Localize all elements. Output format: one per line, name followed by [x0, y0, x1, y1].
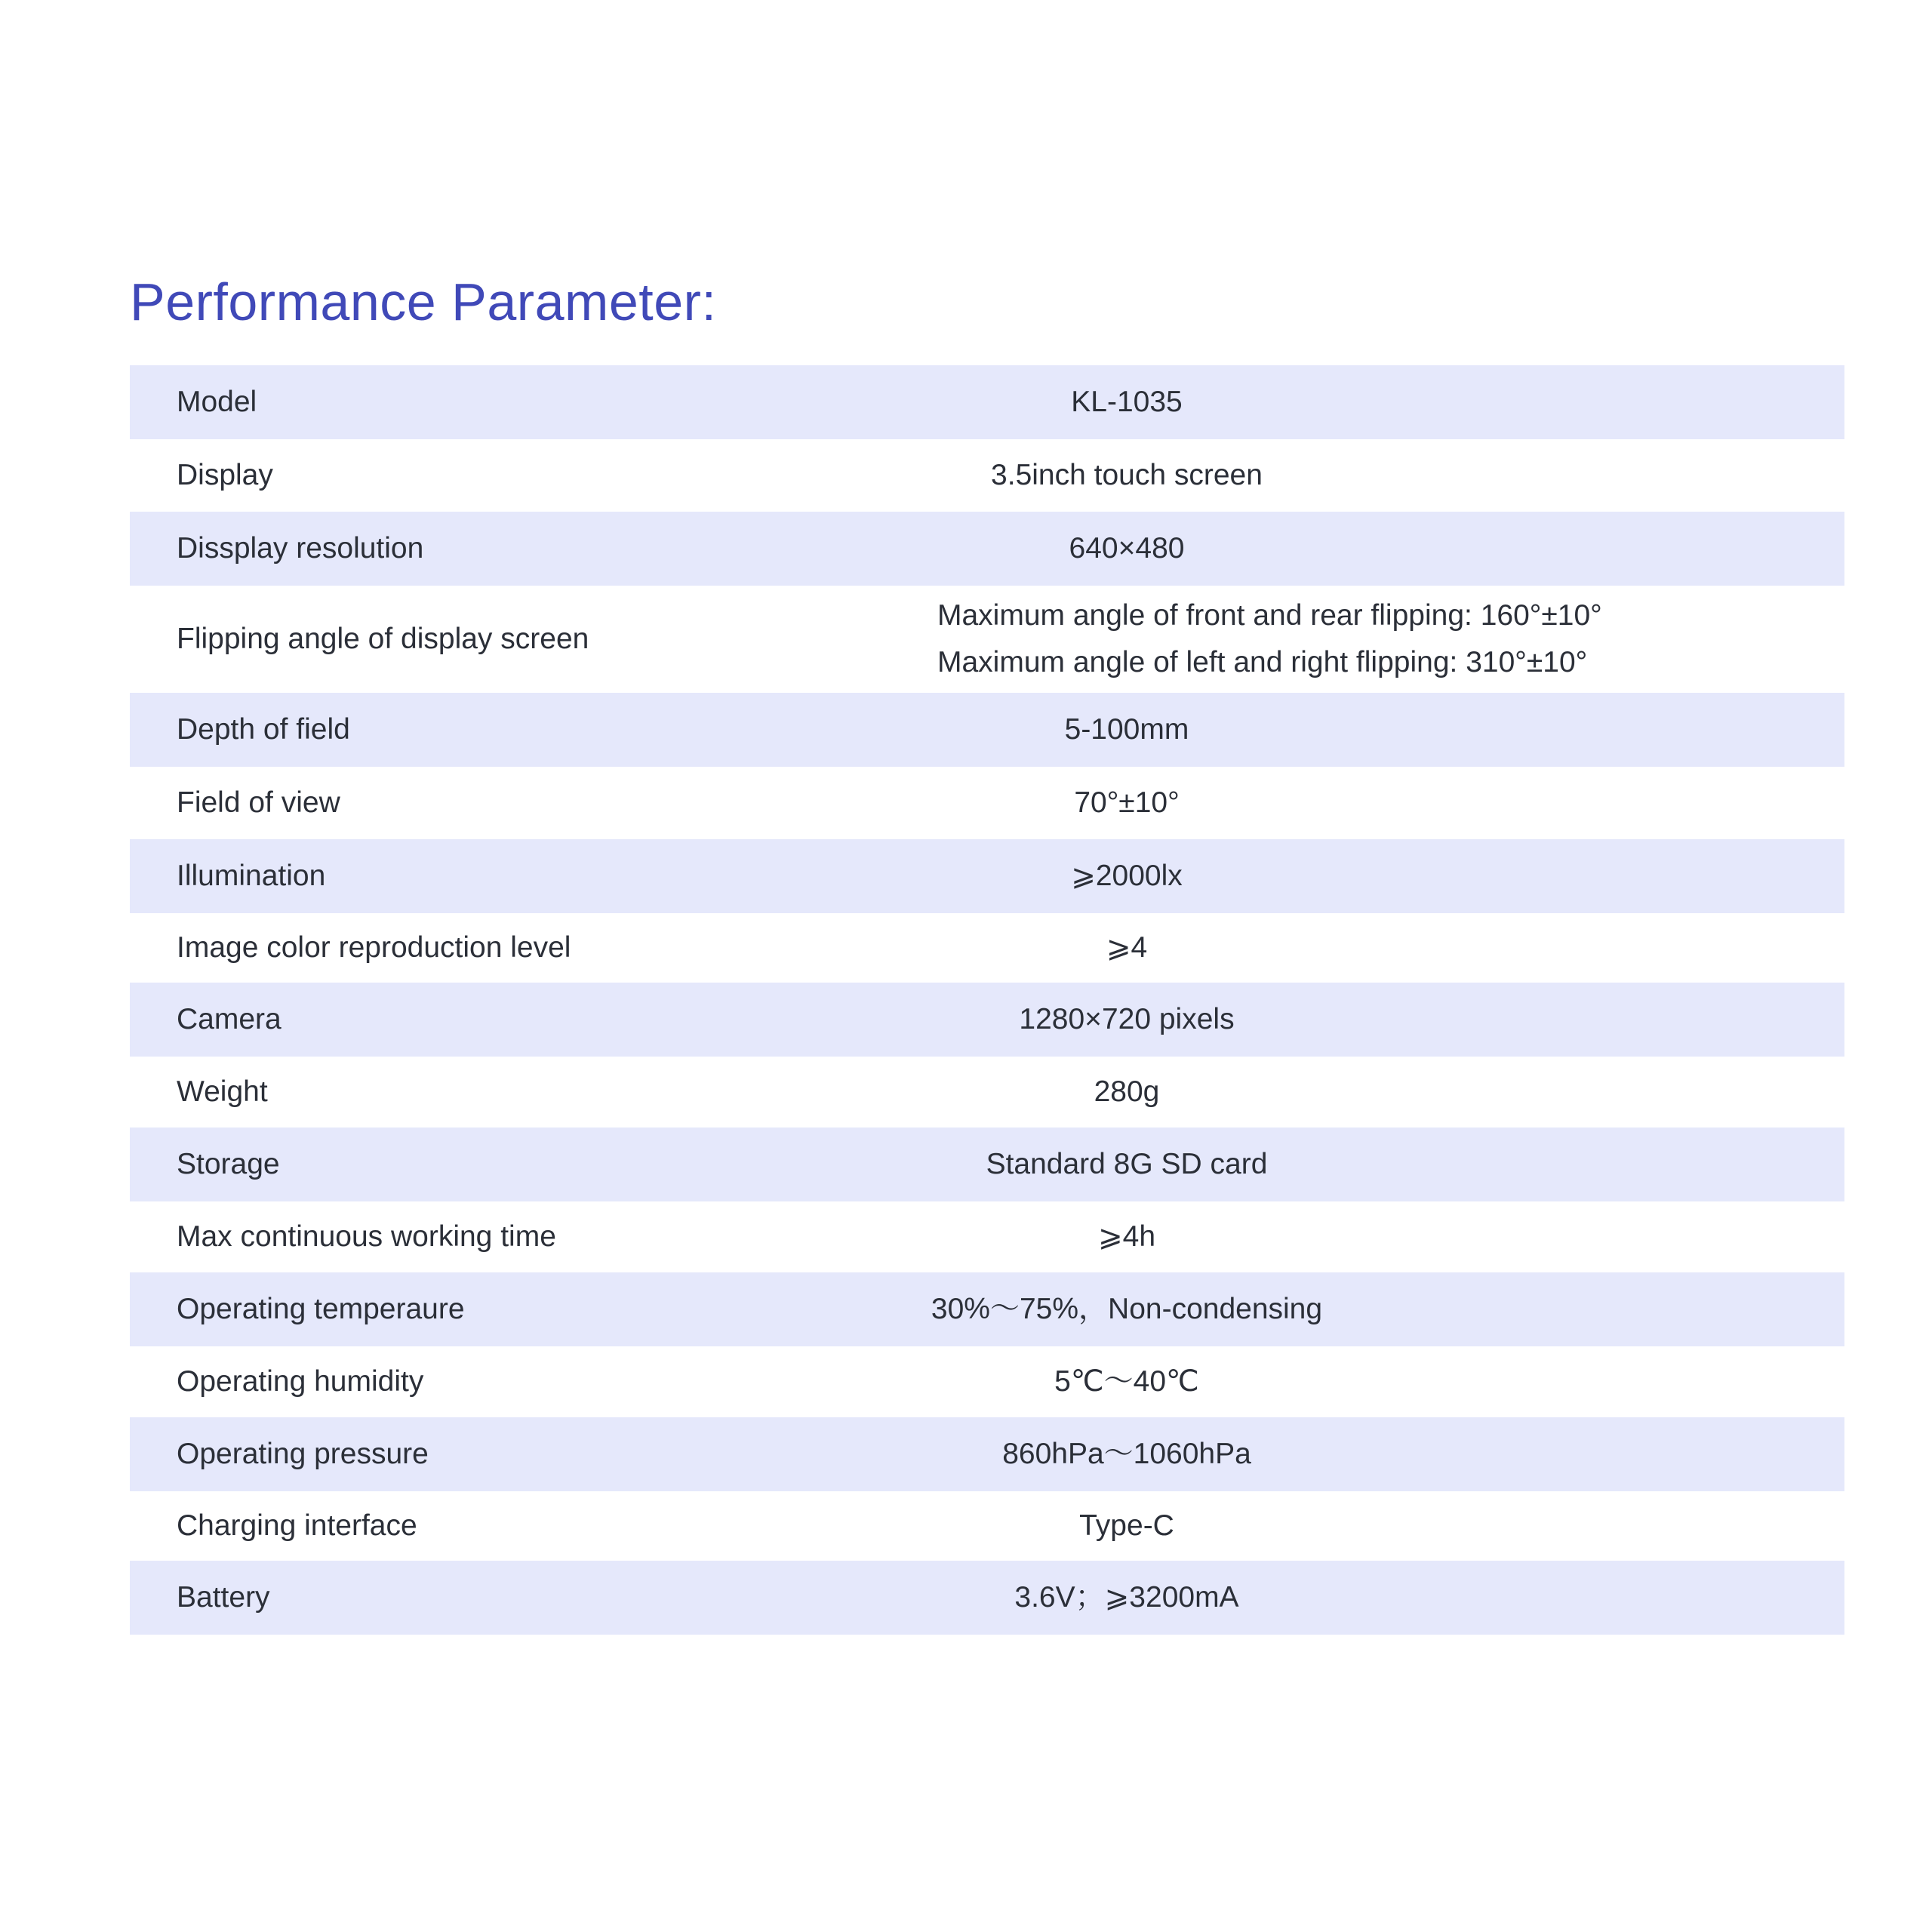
row-value: 280g [1094, 1075, 1160, 1108]
row-value: 860hPa～1060hPa [1002, 1437, 1251, 1470]
row-label: Field of view [177, 786, 340, 819]
row-label: Dissplay resolution [177, 531, 424, 565]
table-row-battery [130, 1561, 1844, 1635]
table-row-camera [130, 983, 1844, 1057]
table-row-operating-humidity [130, 1346, 1844, 1417]
row-value: 1280×720 pixels [1019, 1002, 1235, 1035]
table-row-operating-temperature [130, 1272, 1844, 1346]
row-label: Camera [177, 1002, 281, 1035]
row-value-line: Maximum angle of left and right flipping: 310°±10° [937, 646, 1588, 678]
row-label: Depth of field [177, 712, 350, 746]
row-label: Display [177, 458, 273, 491]
table-row-model [130, 365, 1844, 439]
row-label: Illumination [177, 859, 326, 892]
row-value: 70°±10° [1074, 786, 1180, 819]
row-value: ⩾2000lx [1071, 859, 1183, 892]
row-value: 5-100mm [1064, 712, 1189, 746]
row-label: Operating humidity [177, 1364, 424, 1398]
row-value: 3.5inch touch screen [991, 458, 1263, 491]
row-label: Image color reproduction level [177, 931, 571, 964]
table-row-storage [130, 1128, 1844, 1201]
table-row-depth-of-field [130, 693, 1844, 767]
row-label: Weight [177, 1075, 268, 1108]
table-row-field-of-view [130, 767, 1844, 839]
row-value: KL-1035 [1071, 385, 1183, 418]
table-row-color-reproduction [130, 913, 1844, 983]
row-value: 3.6V；⩾3200mA [1014, 1580, 1239, 1614]
row-value: ⩾4 [1106, 931, 1148, 964]
row-value-line: Maximum angle of front and rear flipping: 160°±10° [937, 598, 1602, 632]
row-label: Flipping angle of display screen [177, 622, 589, 655]
row-value [764, 592, 1844, 687]
page-title: Performance Parameter: [130, 272, 717, 331]
row-value: 640×480 [1069, 531, 1185, 565]
row-label: Charging interface [177, 1509, 417, 1542]
row-label: Operating pressure [177, 1437, 429, 1470]
row-label: Max continuous working time [177, 1220, 556, 1253]
table-row-charging-interface [130, 1491, 1844, 1561]
row-value: 30%～75%，Non-condensing [931, 1292, 1323, 1325]
table-row-working-time [130, 1201, 1844, 1272]
table-row-flipping-angle [130, 586, 1844, 693]
row-label: Operating temperaure [177, 1292, 465, 1325]
row-label: Model [177, 385, 257, 418]
row-value: ⩾4h [1097, 1220, 1156, 1253]
performance-parameter-table [130, 365, 1844, 1635]
row-value: Standard 8G SD card [986, 1147, 1268, 1180]
row-value: 5℃～40℃ [1054, 1364, 1199, 1398]
row-label: Storage [177, 1147, 280, 1180]
table-row-illumination [130, 839, 1844, 913]
table-row-display-resolution [130, 512, 1844, 586]
table-row-weight [130, 1057, 1844, 1128]
table-row-display [130, 439, 1844, 512]
row-value: Type-C [1079, 1509, 1174, 1542]
row-label: Battery [177, 1580, 270, 1614]
table-row-operating-pressure [130, 1417, 1844, 1491]
